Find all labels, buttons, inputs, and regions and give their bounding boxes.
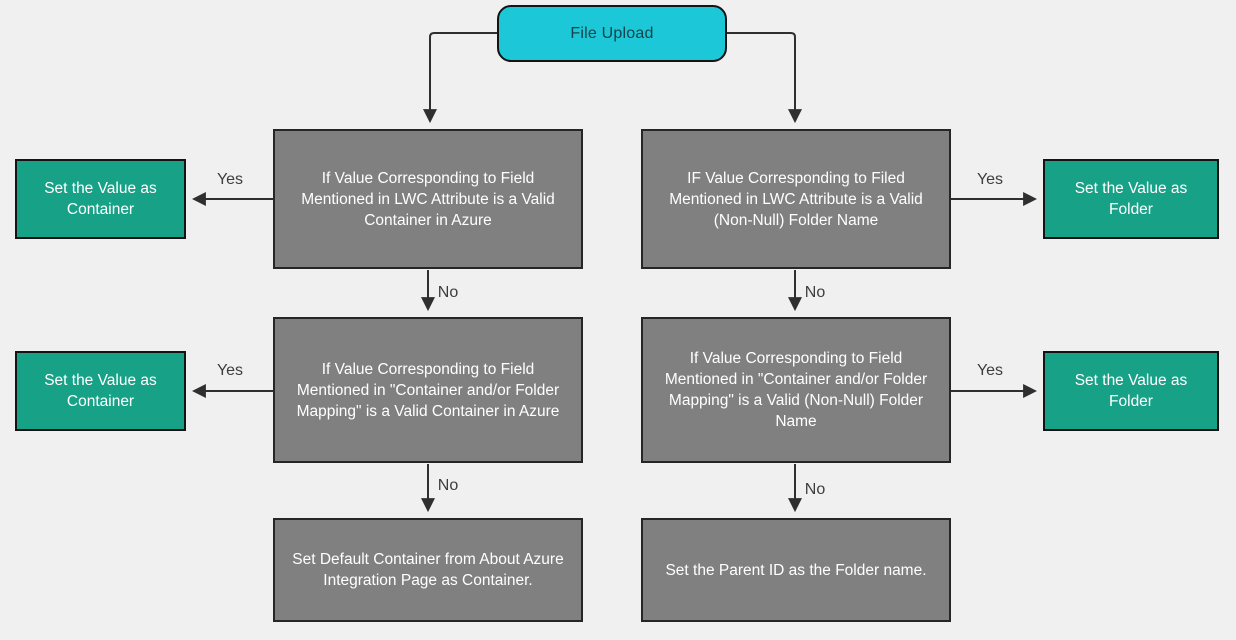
decision-node-lwc-attribute-container: If Value Corresponding to Field Mentioned in LWC Attribute is a Valid Container in Azure [273,129,583,269]
action-node-set-value-as-container-2: Set the Value as Container [15,351,186,431]
edge-label-no-left-row2: No [437,477,459,494]
action-node-set-value-as-folder-2: Set the Value as Folder [1043,351,1219,431]
decision-node-lwc-attribute-folder: IF Value Corresponding to Filed Mentioned in LWC Attribute is a Valid (Non-Null) Folder Name [641,129,951,269]
decision-node-mapping-folder: If Value Corresponding to Field Mentioned in "Container and/or Folder Mapping" is a Valid (Non-Null) Folder Name [641,317,951,463]
edge-label-yes-left-row1: Yes [216,171,244,188]
edge-start-to-left-decision [430,33,497,121]
action-node-set-parent-id: Set the Parent ID as the Folder name. [641,518,951,622]
edge-label-no-right-row1: No [804,284,826,301]
start-node-file-upload: File Upload [497,5,727,62]
action-node-set-default-container: Set Default Container from About Azure Integration Page as Container. [273,518,583,622]
edge-label-no-right-row2: No [804,481,826,498]
edge-start-to-right-decision [727,33,795,121]
action-node-set-value-as-folder-1: Set the Value as Folder [1043,159,1219,239]
decision-node-mapping-container: If Value Corresponding to Field Mentioned in "Container and/or Folder Mapping" is a Valid Container in Azure [273,317,583,463]
edge-label-no-left-row1: No [437,284,459,301]
action-node-set-value-as-container-1: Set the Value as Container [15,159,186,239]
edge-label-yes-right-row1: Yes [976,171,1004,188]
edge-label-yes-right-row2: Yes [976,362,1004,379]
edge-label-yes-left-row2: Yes [216,362,244,379]
